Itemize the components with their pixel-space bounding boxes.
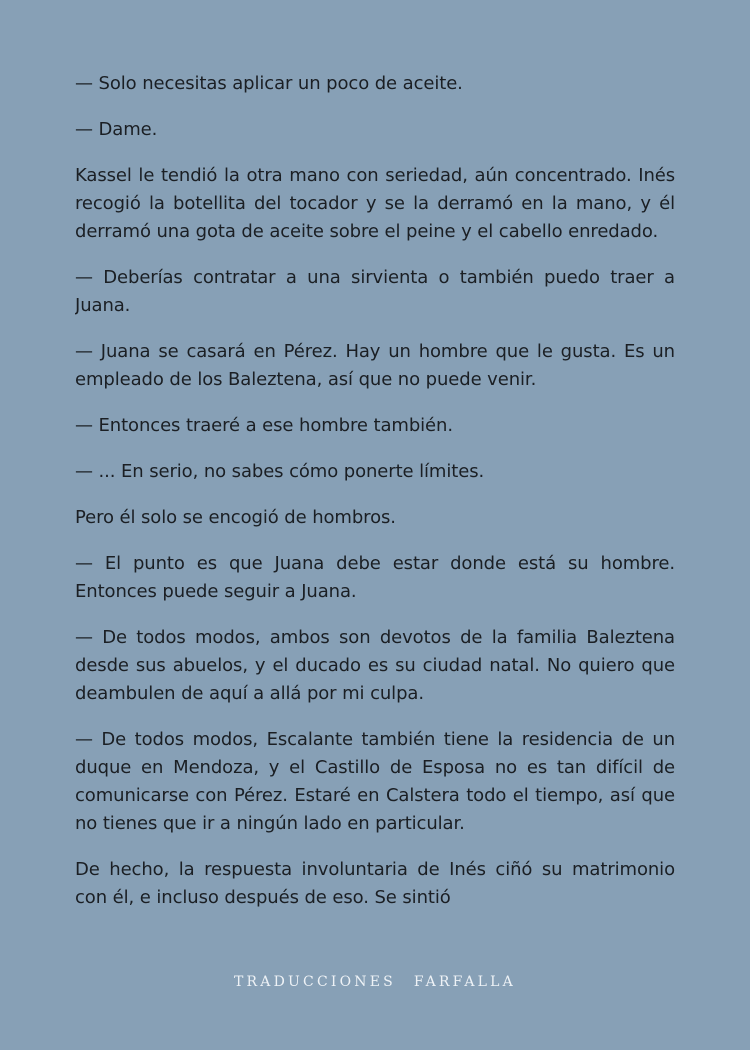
paragraph-10: — De todos modos, ambos son devotos de la familia Baleztena desde sus abuelos, y el ducado es su ciudad natal. No quiero que deambulen de aquí a allá por mi culpa.	[75, 627, 675, 704]
paragraph-12: De hecho, la respuesta involuntaria de Inés ciñó su matrimonio con él, e incluso después de eso. Se sintió	[75, 859, 675, 908]
paragraph-5: — Juana se casará en Pérez. Hay un hombre que le gusta. Es un empleado de los Baleztena, así que no puede venir.	[75, 341, 675, 390]
paragraph-8: Pero él solo se encogió de hombros.	[75, 507, 396, 528]
page-body	[75, 70, 675, 970]
paragraph-7: — ... En serio, no sabes cómo ponerte límites.	[75, 461, 485, 482]
footer-word-2: FARFALLA	[413, 974, 516, 990]
paragraph-3: Kassel le tendió la otra mano con seriedad, aún concentrado. Inés recogió la botellita del tocador y se la derramó en la mano, y él derramó una gota de aceite sobre el peine y el cabello enredado.	[75, 165, 675, 242]
paragraph-6: — Entonces traeré a ese hombre también.	[75, 415, 453, 436]
paragraph-4: — Deberías contratar a una sirvienta o también puedo traer a Juana.	[75, 267, 675, 316]
paragraph-11: — De todos modos, Escalante también tiene la residencia de un duque en Mendoza, y el Castillo de Esposa no es tan difícil de comunicarse con Pérez. Estaré en Calstera todo el tiempo, así que no tienes que ir a ningún lado en particular.	[75, 729, 675, 834]
footer-credit	[0, 974, 750, 990]
paragraph-9: — El punto es que Juana debe estar donde está su hombre. Entonces puede seguir a Juana.	[75, 553, 675, 602]
paragraph-2: — Dame.	[75, 119, 158, 140]
footer-word-1: TRADUCCIONES	[234, 974, 396, 990]
paragraph-1: — Solo necesitas aplicar un poco de aceite.	[75, 73, 463, 94]
